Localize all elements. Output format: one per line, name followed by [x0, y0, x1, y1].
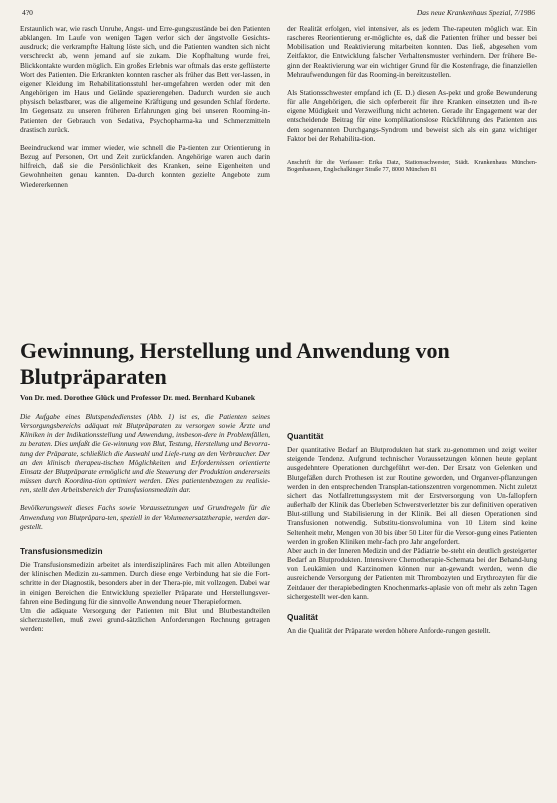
- paragraph: Um die adäquate Versorgung der Patienten mit Blut und Blutbestandteilen sicherzustellen, muß zwei grund-sätzlichen Anforderungen Rechnung getragen werden:: [20, 605, 270, 634]
- paragraph: An die Qualität der Präparate werden höhere Anforde-rungen gestellt.: [287, 625, 491, 635]
- page-number: 4?0: [22, 8, 33, 17]
- article-byline: Von Dr. med. Dorothee Glück und Professor Dr. med. Bernhard Kubanek: [20, 393, 256, 402]
- journal-title: Das neue Krankenhaus Spezial, 7/1986: [416, 8, 535, 17]
- author-address: Anschrift für die Verfasser: Erika Datz, Stationsschwester, Städt. Krankenhaus München-Bogenhausen, Englschalkinger Straße 77, 8000 München 81: [287, 158, 537, 174]
- paragraph: Als Stationsschwester empfand ich (E. D.) diesen As-pekt und große Bewunderung für alle Angehörigen, die sich opferbereit für ihre Kranken einsetzten und ih-re eigene Müdigkeit und Verzweiflung nicht achteten. Gerade ihr Engagement war der entscheidende Beitrag für eine komplikationslose Rückführung des Patienten aus dem sogenannten Durchgangs-Syndrom und beweist sich als ein ganz wichtiger Faktor bei der Rehabilita-tion.: [287, 87, 537, 143]
- paragraph: der Realität erfolgen, viel intensiver, als es jedem The-rapeuten möglich war. Ein rascheres Reorientierung er-möglichte es, daß die Patienten früher und besser bei Mobilisation und Reaktivierung mitarbeiten konnten. Das ließ, abgesehen vom Zeitfaktor, die Entwicklung falscher Verhaltensmuster verhindern. Der frühere Be-ginn der Reaktivierung war ein wichtiger Grund für die Kostenfrage, die finanziellen Mehraufwendungen für das Rooming-in bereitzustellen.: [287, 24, 537, 79]
- section-heading-transfusionsmedizin: Transfusionsmedizin: [20, 545, 103, 556]
- paragraph: Die Transfusionsmedizin arbeitet als interdisziplinäres Fach mit allen Abteilungen der klinischen Medizin zu-sammen. Durch diese enge Verbindung hat sie die Fort-schritte in der Diagnostik, besonders aber in der Thera-pie, mit vollzogen. Dabei war in einigen Bereichen die Entwicklung spezieller Präparate und Herstellungsver-fahren eine Bedingung für die sinnvolle Anwendung neuer Therapieformen.: [20, 560, 270, 606]
- bottom-right-column: [287, 432, 537, 635]
- intro-paragraph: Die Aufgabe eines Blutspendedienstes (Abb. 1) ist es, die Patienten seines Versorgungsbereichs adäquat mit Blutpräparaten zu versorgen sowie Ärzte und Kliniken in der Indikationsstellung und Anwendung, insbeson-dere in Problemfällen, zu beraten. Dies umfaßt die Ge-winnung von Blut, Testung, Herstellung und Bevorra-tung der Präparate, schließlich die Auswahl und Liefe-rung an den Verbraucher. Der an den klinisch therapeu-tischen Möglichkeiten und Erfordernissen orientierte Einsatz der Blutpräparate ermöglicht und die Steuerung der Produktion andererseits müssen durch Koordina-tion optimiert werden. Dies patientenbezogen zu realisie-ren, stellt den Arbeitsbereich der Transfusionsmedizin dar.: [20, 412, 270, 495]
- article-title: Gewinnung, Herstellung und Anwendung von Blutpräparaten: [20, 338, 450, 389]
- intro-paragraph: Bevölkerungsweit dieses Fachs sowie Voraussetzungen und Grundregeln für die Anwendung von Blutpräpara-ten, speziell in der Volumenersatztherapie, werden dar-gestellt.: [20, 503, 270, 531]
- paragraph: Beeindruckend war immer wieder, wie schnell die Pa-tienten zur Orientierung in Bezug auf Personen, Ort und Zeit zurückfanden. Angehörige waren auch darin hilfreich, daß sie die Persönlichkeit des Kranken, seine Eigenheiten und Gewohnheiten genau kannten. Da-durch konnten gezielte Angebote zum Wiedererkennen: [20, 142, 270, 189]
- top-right-column: [287, 24, 537, 174]
- paragraph: Der quantitative Bedarf an Blutprodukten hat stark zu-genommen und zeigt weiter steigende Tendenz. Aufgrund technischer Voraussetzungen können heute geplant ausgedehntere Operationen durchgeführt wer-den. Der Ersatz von Gelenken und Blutgefäßen durch Prothesen ist zur Routine geworden, und Organver-pflanzungen werden in den entsprechenden Transplan-tationszentren vorgenommen. Nicht zuletzt sichert das Notfallrettungssystem mit der Erstversorgung von Un-fallopfern außerhalb der Klinik das Überleben Schwerstverletzter bis zur definitiven operativen Blut-stillung und Stabilisierung in der Klinik. Bei all diesen Operationen sind Transfusionen notwendig. Substitu-tionsvolumina von 10 Litern sind keine Seltenheit mehr, Mengen von 30 bis über 50 Liter für die Versor-gung eines Patienten werden in großen Kliniken mehr-fach pro Jahr angefordert.: [287, 445, 537, 546]
- paragraph: Aber auch in der Inneren Medizin und der Pädiatrie be-steht ein deutlich gesteigerter Bedarf an Blutprodukten. Intensivere Chemotherapie-Schemata bei der Behand-lung von Leukämien und Karzinomen können nur an-gewandt werden, wenn die ausreichende Versorgung der Patienten mit Thrombozyten und Erythrozyten für die Zeitdauer der therapiebedingten Knochenmarks-aplasie von oft mehr als zehn Tagen sichergestellt wer-den kann.: [287, 545, 537, 601]
- section-heading-qualitaet: Qualität: [287, 611, 318, 622]
- page-header: [22, 8, 535, 20]
- bottom-left-column: [20, 412, 270, 633]
- section-heading-quantitaet: Quantität: [287, 431, 324, 441]
- top-left-column: [20, 24, 270, 189]
- paragraph: Erstaunlich war, wie rasch Unruhe, Angst- und Erre-gungszustände bei den Patienten abklangen. Im Laufe von wenigen Tagen verlor sich der ängstvolle Gesichts-ausdruck; die verkrampfte Haltung löste sich, und die Patienten wandten sich nicht verschreckt ab, wenn jemand auf sie zukam. Die Kopfhaltung wurde frei, Blickkontakte wurden möglich. Ein großes Erlebnis war oftmals das erste geflüsterte Wort des Patienten. Die Erkrankten konnten rascher als früher das Bett ver-lassen, in eigener Kleidung im Rehabilitationsstuhl her-umgefahren werden oder mit den Angehörigen im Haus und Gelände spazierengehen. Dadurch wurden sie auch physisch belastbarer, was die allgemeine Kräftigung und gesunden Schlaf förderte. Im Gegensatz zu unseren früheren Erfahrungen ging bei unseren Rooming-in-Patienten der Gebrauch von Sedativa, Psychopharma-ka und Schmerzmitteln drastisch zurück.: [20, 24, 270, 134]
